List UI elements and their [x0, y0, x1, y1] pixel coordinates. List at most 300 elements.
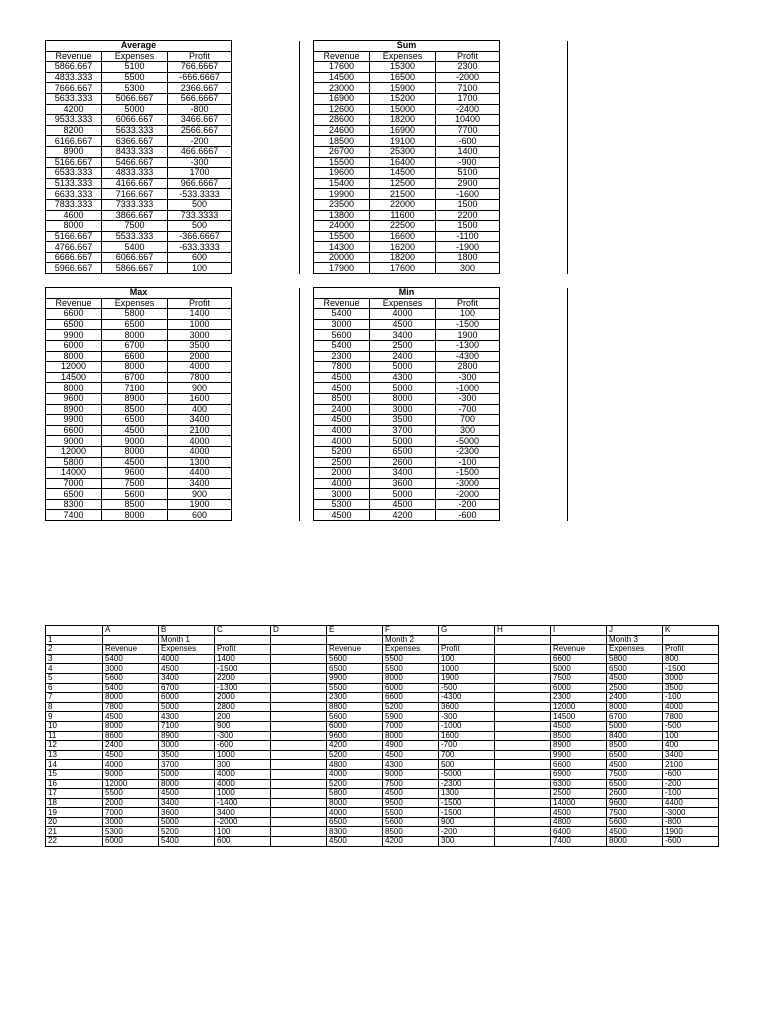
table-cell: 2300 [436, 62, 500, 73]
table-cell: 4833.333 [46, 72, 102, 83]
table-cell: 2000 [314, 468, 370, 479]
table-cell: 1300 [168, 457, 232, 468]
table-cell [495, 702, 551, 712]
table-cell: 6700 [607, 712, 663, 722]
table-cell: 17900 [314, 263, 370, 274]
blank-cell [232, 415, 300, 426]
table-cell: 7700 [436, 125, 500, 136]
table-cell: 6500 [607, 779, 663, 789]
table-cell: 12500 [370, 178, 436, 189]
table-cell: 8500 [551, 731, 607, 741]
table-cell: 15500 [314, 157, 370, 168]
table-cell [271, 798, 327, 808]
table-cell: 9900 [551, 750, 607, 760]
table-cell: -3000 [436, 478, 500, 489]
table-cell: 1000 [215, 750, 271, 760]
table-cell: 100 [215, 827, 271, 837]
table-row [314, 489, 568, 500]
table-cell: 6000 [551, 683, 607, 693]
table-cell: 7333.333 [102, 199, 168, 210]
table-cell: 7833.333 [46, 199, 102, 210]
table-cell: 4000 [159, 654, 215, 664]
table-cell: Month 1 [159, 635, 215, 645]
table-cell: 7500 [607, 769, 663, 779]
table-row [46, 760, 719, 770]
blank-cell [500, 136, 568, 147]
table-cell: 900 [168, 383, 232, 394]
table-cell [271, 683, 327, 693]
table-cell: 16900 [314, 93, 370, 104]
table-cell: -4300 [439, 693, 495, 703]
table-cell: 5500 [383, 654, 439, 664]
table-cell [271, 702, 327, 712]
table-cell: 1900 [436, 330, 500, 341]
table-cell [439, 635, 495, 645]
table-cell: 7100 [102, 383, 168, 394]
column-header: Revenue [314, 298, 370, 309]
table-cell: 15500 [314, 231, 370, 242]
blank-cell [232, 168, 300, 179]
table-cell: 5500 [103, 789, 159, 799]
table-row [46, 210, 300, 221]
table-row [314, 210, 568, 221]
table-cell: 8400 [607, 731, 663, 741]
table-cell: 4500 [103, 712, 159, 722]
table-cell: 733.3333 [168, 210, 232, 221]
table-cell: 6300 [551, 779, 607, 789]
blank-cell [500, 83, 568, 94]
table-cell: Profit [663, 645, 719, 655]
table-row [314, 104, 568, 115]
spacer-row [314, 274, 568, 285]
table-row [46, 731, 719, 741]
table-cell: 15200 [370, 93, 436, 104]
blank-cell [500, 51, 568, 62]
table-cell: 8500 [607, 741, 663, 751]
table-cell: 6700 [159, 683, 215, 693]
table-cell: -633.3333 [168, 242, 232, 253]
blank-cell [232, 330, 300, 341]
blank-cell [232, 104, 300, 115]
table-row [314, 436, 568, 447]
table-row [314, 404, 568, 415]
table-cell: 4766.667 [46, 242, 102, 253]
table-cell: 700 [439, 750, 495, 760]
column-header: Expenses [370, 298, 436, 309]
table-row [46, 789, 719, 799]
table-cell [495, 817, 551, 827]
row-number: 18 [46, 798, 103, 808]
blank-cell [232, 242, 300, 253]
table-cell: 5400 [102, 242, 168, 253]
table-cell: 10400 [436, 115, 500, 126]
table-cell: -2300 [436, 446, 500, 457]
blank-cell [232, 263, 300, 274]
table-cell: 8900 [551, 741, 607, 751]
table-row [46, 510, 300, 521]
table-cell [271, 693, 327, 703]
table-cell: 7000 [383, 721, 439, 731]
table-cell: 4300 [159, 712, 215, 722]
blank-cell [500, 330, 568, 341]
table-cell: 3500 [663, 683, 719, 693]
table-row [46, 499, 300, 510]
table-cell: 6633.333 [46, 189, 102, 200]
table-cell: 16200 [370, 242, 436, 253]
table-cell: 16600 [370, 231, 436, 242]
table-cell [495, 750, 551, 760]
table-cell: 200 [215, 712, 271, 722]
table-cell: 3400 [663, 750, 719, 760]
table-row [46, 425, 300, 436]
row-number: 4 [46, 664, 103, 674]
blank-cell [232, 393, 300, 404]
table-cell: 800 [663, 654, 719, 664]
table-row [46, 199, 300, 210]
blank-cell [500, 231, 568, 242]
table-cell: 3000 [103, 817, 159, 827]
table-cell: 6066.667 [102, 252, 168, 263]
table-cell: 5966.667 [46, 263, 102, 274]
table-cell: -100 [436, 457, 500, 468]
table-cell: 3400 [215, 808, 271, 818]
table-cell: 5200 [327, 779, 383, 789]
table-cell [495, 654, 551, 664]
blank-cell [232, 436, 300, 447]
table-cell: 1900 [439, 673, 495, 683]
table-row [46, 72, 300, 83]
table-cell: 12000 [103, 779, 159, 789]
table-cell: 4000 [168, 436, 232, 447]
table-cell: 4000 [314, 478, 370, 489]
blank-cell [500, 478, 568, 489]
blank-cell [500, 189, 568, 200]
table-row [46, 351, 300, 362]
table-row [46, 309, 300, 320]
table-row [314, 510, 568, 521]
table-cell: 1700 [436, 93, 500, 104]
table-cell [271, 837, 327, 847]
spacer-cell [168, 274, 232, 285]
table-cell [271, 769, 327, 779]
table-cell: 4000 [103, 760, 159, 770]
table-cell: 6600 [551, 654, 607, 664]
table-cell: 22500 [370, 221, 436, 232]
table-row [46, 712, 719, 722]
table-cell [271, 664, 327, 674]
table-title: Max [46, 288, 232, 299]
table-cell: Revenue [327, 645, 383, 655]
table-cell: 4000 [663, 702, 719, 712]
table-cell: 4500 [314, 383, 370, 394]
table-row [314, 93, 568, 104]
table-cell: 5500 [102, 72, 168, 83]
table-row [314, 221, 568, 232]
blank-cell [232, 383, 300, 394]
table-row [46, 721, 719, 731]
table-cell: 9533.333 [46, 115, 102, 126]
table-row [46, 319, 300, 330]
table-row [314, 309, 568, 320]
table-cell [271, 750, 327, 760]
table-cell: 7500 [383, 779, 439, 789]
table-row [46, 693, 719, 703]
table-cell: 7100 [436, 83, 500, 94]
table-cell: 5500 [327, 683, 383, 693]
table-cell [271, 654, 327, 664]
table-row [46, 362, 300, 373]
table-cell: 2000 [168, 351, 232, 362]
table-cell: 3000 [314, 489, 370, 500]
blank-cell [232, 288, 300, 299]
table-cell: 3400 [159, 798, 215, 808]
table-cell: Revenue [551, 645, 607, 655]
table-cell [495, 827, 551, 837]
blank-cell [232, 446, 300, 457]
table-cell: 7000 [46, 478, 102, 489]
table-cell: Expenses [159, 645, 215, 655]
table-cell: 6500 [327, 817, 383, 827]
table-cell: 6166.667 [46, 136, 102, 147]
blank-cell [500, 457, 568, 468]
table-cell: 9500 [383, 798, 439, 808]
table-cell [495, 741, 551, 751]
column-letter: D [271, 626, 327, 636]
table-cell: 8000 [102, 330, 168, 341]
table-row [314, 263, 568, 274]
table-cell: 9600 [46, 393, 102, 404]
average-table [45, 40, 300, 284]
blank-cell [232, 72, 300, 83]
table-cell [495, 635, 551, 645]
table-cell: 4200 [370, 510, 436, 521]
table-cell [495, 712, 551, 722]
table-cell: 5166.667 [46, 157, 102, 168]
table-cell: -2300 [439, 779, 495, 789]
table-cell: 9000 [383, 769, 439, 779]
table-cell: 8500 [102, 499, 168, 510]
blank-cell [232, 231, 300, 242]
table-cell: -1600 [436, 189, 500, 200]
table-row [314, 340, 568, 351]
table-row [46, 702, 719, 712]
table-cell: 5200 [383, 702, 439, 712]
column-letter: E [327, 626, 383, 636]
table-cell [327, 635, 383, 645]
table-cell: 4500 [607, 827, 663, 837]
table-row [314, 189, 568, 200]
table-cell: 8000 [46, 221, 102, 232]
table-cell: 7800 [663, 712, 719, 722]
table-cell: 5633.333 [46, 93, 102, 104]
table-cell: 3466.667 [168, 115, 232, 126]
table-cell: 4000 [168, 446, 232, 457]
table-cell: 6000 [383, 683, 439, 693]
table-cell: 2200 [436, 210, 500, 221]
table-cell: 4000 [327, 769, 383, 779]
table-cell [495, 673, 551, 683]
table-cell: -1300 [215, 683, 271, 693]
spacer-cell [500, 274, 568, 285]
table-cell: 6366.667 [102, 136, 168, 147]
table-cell: 2000 [215, 693, 271, 703]
table-header-row [46, 298, 300, 309]
table-row [314, 199, 568, 210]
table-row [314, 499, 568, 510]
table-row [46, 178, 300, 189]
table-cell: 8000 [103, 693, 159, 703]
table-cell: 5000 [370, 383, 436, 394]
table-title-row [46, 288, 300, 299]
table-cell: 2100 [168, 425, 232, 436]
table-cell: 3000 [168, 330, 232, 341]
table-cell: 4500 [102, 425, 168, 436]
table-cell: -2400 [436, 104, 500, 115]
table-cell: 26700 [314, 146, 370, 157]
column-letter: I [551, 626, 607, 636]
table-cell: 5533.333 [102, 231, 168, 242]
blank-cell [232, 510, 300, 521]
table-cell: -5000 [439, 769, 495, 779]
table-cell: 6666.667 [46, 252, 102, 263]
table-cell: 1500 [436, 221, 500, 232]
blank-cell [232, 41, 300, 52]
table-row [46, 817, 719, 827]
table-cell [271, 760, 327, 770]
table-cell: 14500 [370, 168, 436, 179]
table-row [314, 415, 568, 426]
table-cell: 2600 [607, 789, 663, 799]
table-cell: -500 [663, 721, 719, 731]
table-row [46, 635, 719, 645]
table-cell [495, 779, 551, 789]
table-cell: 700 [436, 415, 500, 426]
table-cell: 1700 [168, 168, 232, 179]
blank-cell [500, 221, 568, 232]
table-row [314, 319, 568, 330]
blank-cell [232, 189, 300, 200]
table-cell: -1500 [436, 468, 500, 479]
table-cell: 300 [215, 760, 271, 770]
table-row [46, 93, 300, 104]
table-cell: 4300 [370, 372, 436, 383]
table-cell: 24600 [314, 125, 370, 136]
table-row [46, 750, 719, 760]
table-row [46, 189, 300, 200]
table-cell: 18200 [370, 252, 436, 263]
table-cell: 4000 [215, 779, 271, 789]
table-cell [495, 837, 551, 847]
blank-cell [500, 425, 568, 436]
table-cell: -2000 [436, 489, 500, 500]
table-cell: 12600 [314, 104, 370, 115]
row-number: 14 [46, 760, 103, 770]
table-cell: 2500 [607, 683, 663, 693]
table-cell: 2300 [314, 351, 370, 362]
table-cell: 8000 [46, 351, 102, 362]
table-cell: 6900 [551, 769, 607, 779]
table-cell: Profit [439, 645, 495, 655]
table-row [46, 741, 719, 751]
blank-cell [500, 210, 568, 221]
table-cell: 500 [168, 199, 232, 210]
row-number: 11 [46, 731, 103, 741]
column-letter: F [383, 626, 439, 636]
table-cell: 3600 [370, 478, 436, 489]
table-cell: 5900 [383, 712, 439, 722]
table-row [314, 115, 568, 126]
row-number: 17 [46, 789, 103, 799]
table-cell: 100 [168, 263, 232, 274]
table-cell: 1500 [436, 199, 500, 210]
table-cell: 2400 [370, 351, 436, 362]
table-row [46, 468, 300, 479]
table-cell: 3400 [370, 468, 436, 479]
table-cell: 5000 [607, 721, 663, 731]
table-cell: 25300 [370, 146, 436, 157]
blank-cell [500, 510, 568, 521]
table-cell: 466.6667 [168, 146, 232, 157]
table-cell: 19900 [314, 189, 370, 200]
column-letter [46, 626, 103, 636]
column-letter-row [46, 626, 719, 636]
table-row [46, 664, 719, 674]
table-cell: 7166.667 [102, 189, 168, 200]
table-cell: 2400 [103, 741, 159, 751]
row-number: 10 [46, 721, 103, 731]
blank-cell [500, 372, 568, 383]
table-cell: 5800 [607, 654, 663, 664]
table-cell: 2400 [314, 404, 370, 415]
table-row [314, 146, 568, 157]
column-letter: C [215, 626, 271, 636]
table-row [46, 769, 719, 779]
table-cell: -1500 [439, 798, 495, 808]
table-cell: -2000 [215, 817, 271, 827]
table-cell: 6533.333 [46, 168, 102, 179]
row-number: 6 [46, 683, 103, 693]
table-cell: -5000 [436, 436, 500, 447]
table-cell: 1900 [663, 827, 719, 837]
table-cell: 14500 [314, 72, 370, 83]
table-cell: 6600 [46, 425, 102, 436]
table-cell: -300 [436, 393, 500, 404]
column-header: Revenue [46, 51, 102, 62]
table-cell: 8300 [327, 827, 383, 837]
blank-cell [232, 125, 300, 136]
table-cell: 4500 [383, 789, 439, 799]
blank-cell [232, 351, 300, 362]
blank-cell [232, 404, 300, 415]
table-cell: -2000 [436, 72, 500, 83]
table-cell: 3400 [168, 415, 232, 426]
column-header: Revenue [46, 298, 102, 309]
table-cell: 766.6667 [168, 62, 232, 73]
table-row [46, 683, 719, 693]
blank-cell [500, 415, 568, 426]
table-row [46, 837, 719, 847]
table-cell: 28600 [314, 115, 370, 126]
table-cell: 22000 [370, 199, 436, 210]
table-cell: 8000 [46, 383, 102, 394]
table-cell: 8500 [314, 393, 370, 404]
blank-cell [232, 115, 300, 126]
table-cell: 15400 [314, 178, 370, 189]
table-row [46, 436, 300, 447]
table-cell [271, 779, 327, 789]
row-number: 7 [46, 693, 103, 703]
table-cell [271, 817, 327, 827]
